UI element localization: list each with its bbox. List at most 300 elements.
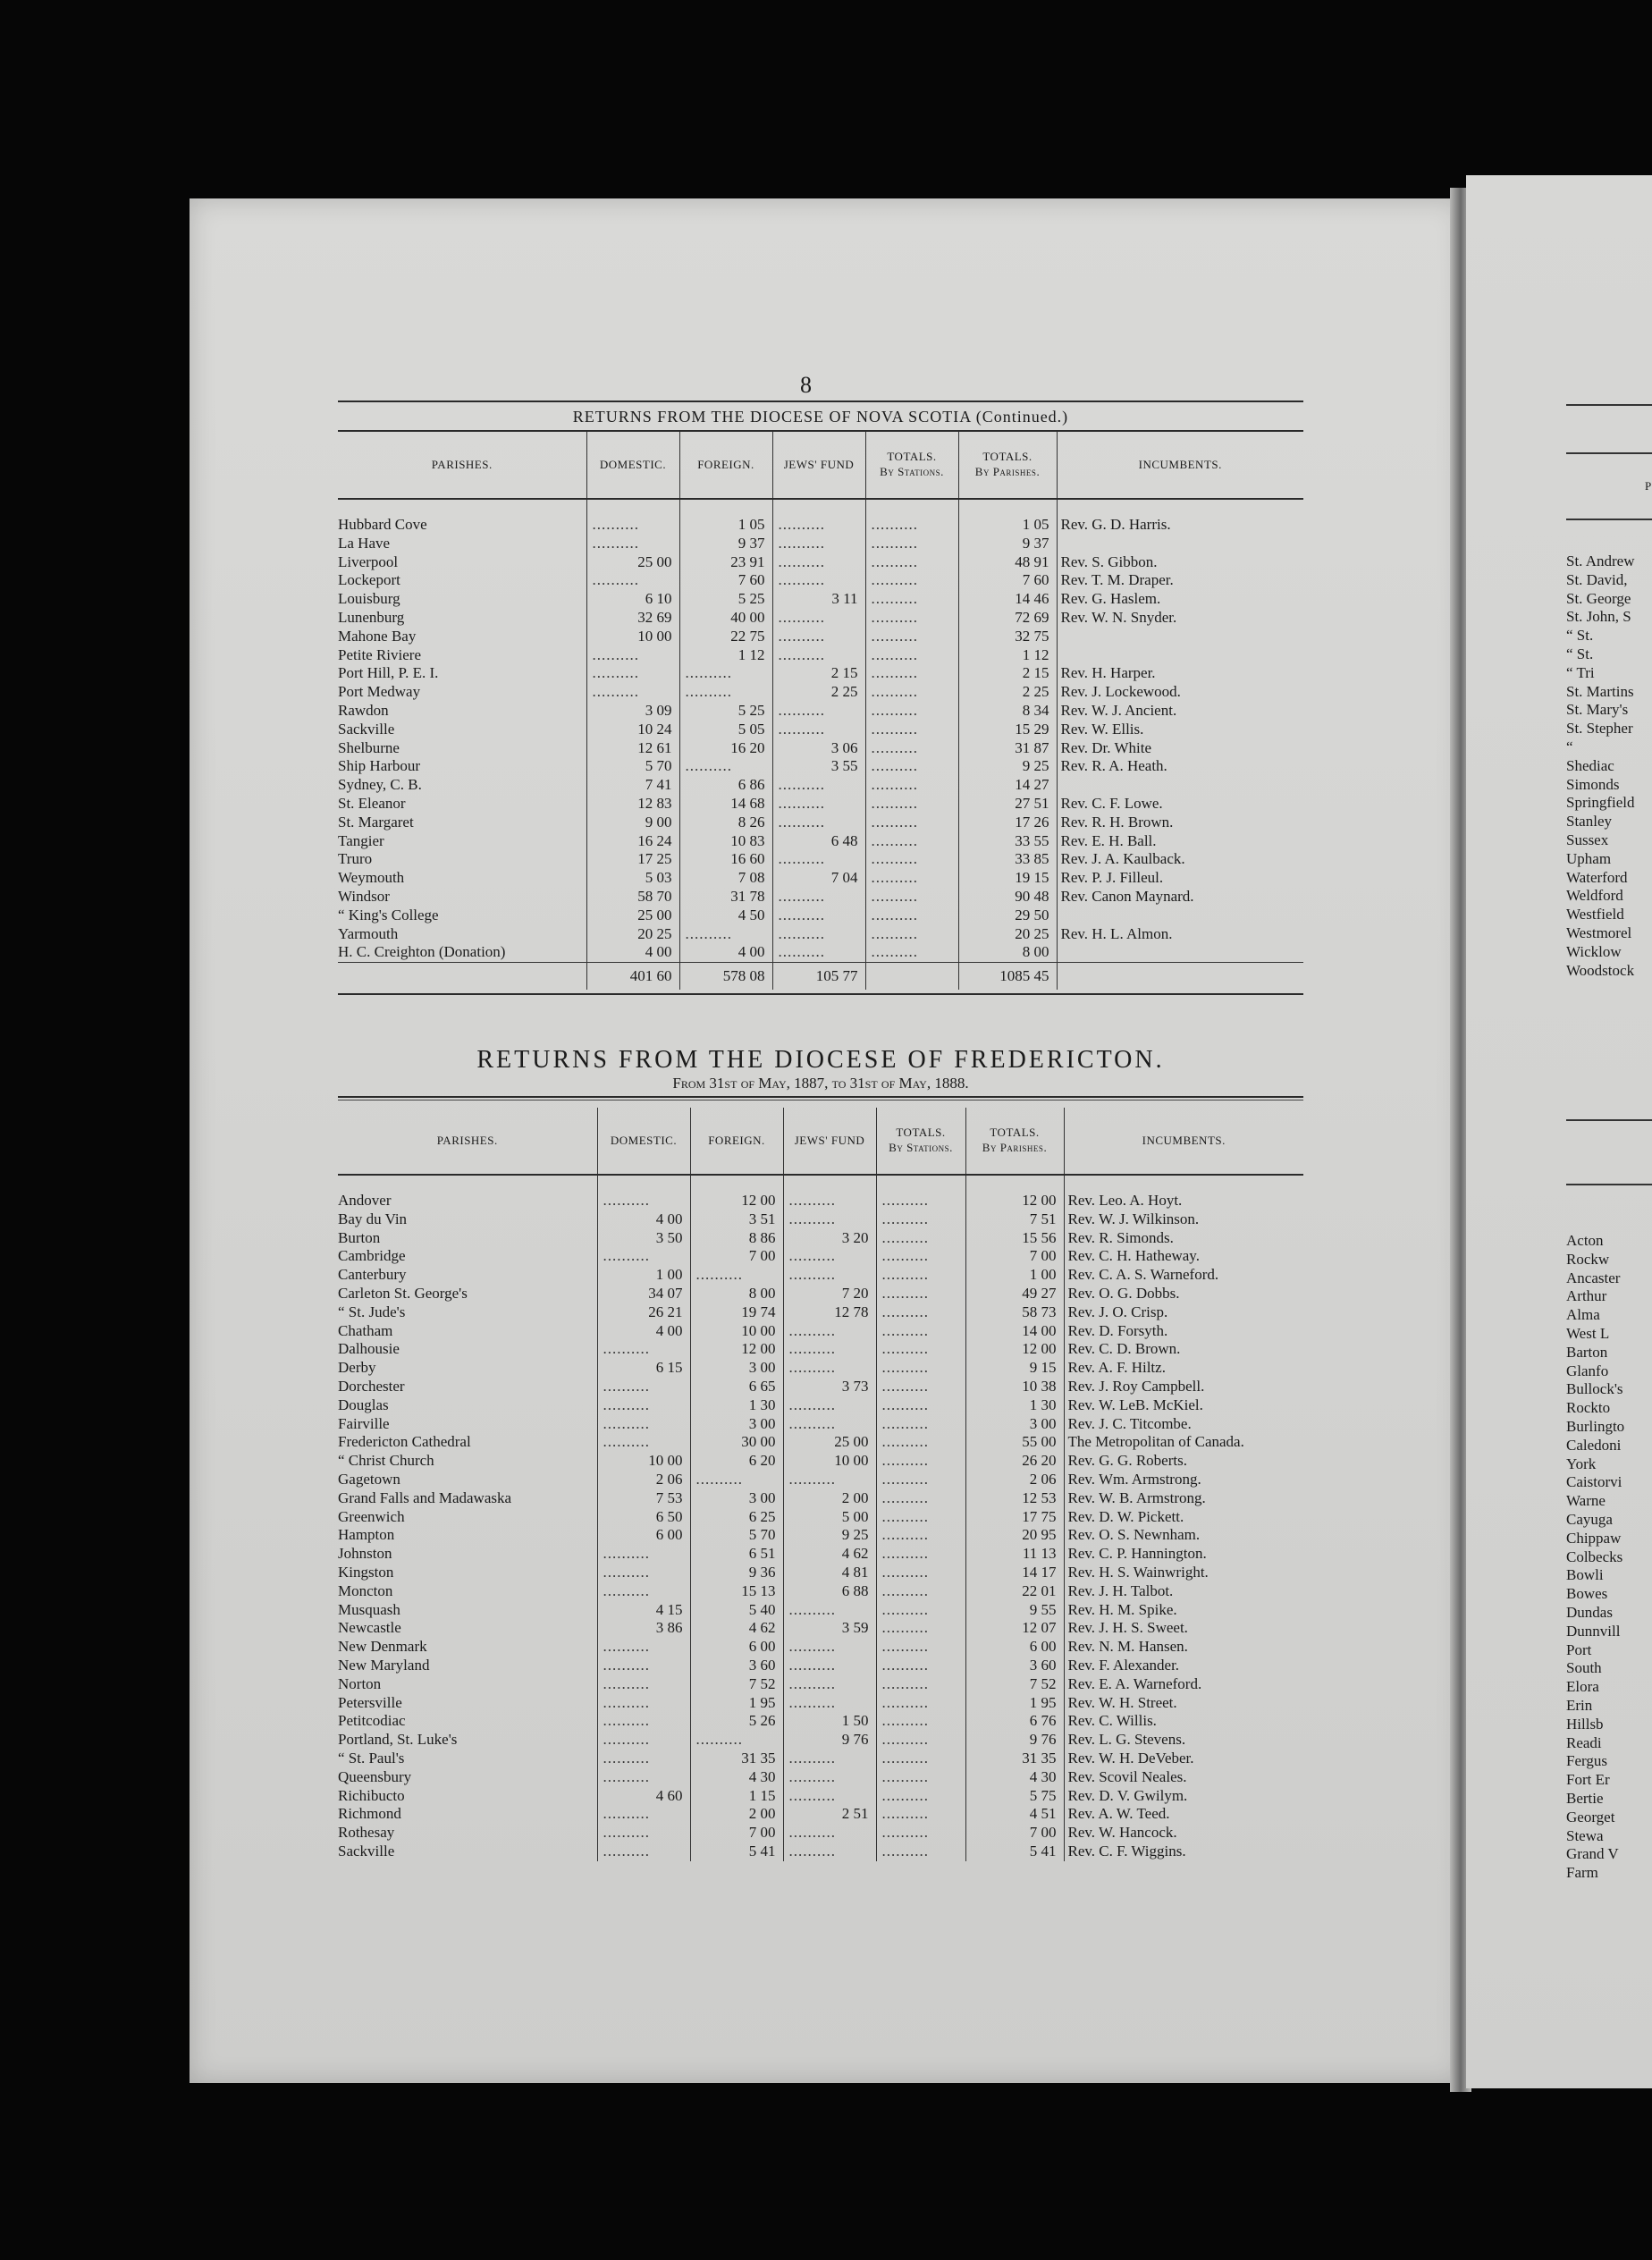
facing-list-item: Waterford [1566, 868, 1628, 886]
totals-stations-value: .......... [876, 1378, 965, 1396]
incumbent-name: Rev. C. F. Wiggins. [1064, 1843, 1303, 1861]
parish-name: “ St. Paul's [338, 1749, 405, 1767]
domestic-value: .......... [586, 535, 679, 553]
jews-fund-value: .......... [772, 571, 865, 590]
totals-parishes-value: 29 50 [958, 907, 1057, 925]
table-row [338, 1303, 1303, 1322]
domestic-value: .......... [597, 1564, 690, 1582]
incumbent-name: Rev. D. V. Gwilym. [1064, 1787, 1303, 1806]
jews-fund-value: .......... [783, 1247, 876, 1266]
parish-name: Sydney, C. B. [338, 776, 422, 794]
jews-fund-value: 7 04 [772, 869, 865, 888]
totals-stations-value: .......... [876, 1508, 965, 1527]
parish-name: Mahone Bay [338, 627, 417, 645]
jews-fund-value: .......... [772, 943, 865, 962]
facing-list-item: Westmorel [1566, 923, 1632, 941]
spacer-row [338, 1175, 1303, 1192]
table-row [338, 683, 1303, 702]
domestic-value: .......... [597, 1545, 690, 1564]
incumbent-name: Rev. A. W. Teed. [1064, 1805, 1303, 1824]
jews-fund-value: .......... [783, 1396, 876, 1415]
facing-list-item: Barton [1566, 1343, 1608, 1361]
totals-stations-value: .......... [876, 1359, 965, 1378]
totals-stations-value: .......... [876, 1564, 965, 1582]
domestic-value: .......... [597, 1824, 690, 1843]
table-row [338, 1378, 1303, 1396]
domestic-value: 2 06 [597, 1471, 690, 1489]
facing-list-item: Chippaw [1566, 1529, 1622, 1547]
facing-list-item: Dunnvill [1566, 1622, 1621, 1640]
incumbent-name: Rev. W. J. Ancient. [1057, 702, 1303, 721]
totals-parishes-value: 27 51 [958, 795, 1057, 814]
incumbent-name: Rev. S. Gibbon. [1057, 553, 1303, 572]
totals-parishes-value: 4 51 [965, 1805, 1064, 1824]
facing-list-item: Westfield [1566, 906, 1624, 923]
totals-stations-value: .......... [876, 1675, 965, 1694]
totals-stations-value: .......... [865, 925, 958, 944]
parish-name: Rothesay [338, 1824, 395, 1842]
incumbent-name: Rev. J. H. Talbot. [1064, 1582, 1303, 1601]
totals-stations-value: .......... [876, 1731, 965, 1750]
jews-fund-value: .......... [783, 1787, 876, 1806]
domestic-value: 25 00 [586, 553, 679, 572]
facing-list-item: Colbecks [1566, 1547, 1623, 1565]
totals-parishes-value: 32 75 [958, 628, 1057, 646]
parish-name: Windsor [338, 887, 390, 905]
totals-parishes-value: 15 29 [958, 721, 1057, 739]
foreign-value: 16 20 [679, 739, 772, 758]
col-foreign: FOREIGN. [679, 432, 772, 499]
foreign-value: 9 37 [679, 535, 772, 553]
col-totals-parishes [965, 1108, 1064, 1175]
facing-list-item: St. Martins [1566, 682, 1634, 700]
incumbent-name [1057, 776, 1303, 795]
domestic-value: .......... [586, 571, 679, 590]
jews-fund-value: .......... [783, 1192, 876, 1210]
foreign-value: 31 78 [679, 888, 772, 907]
table-row [338, 1359, 1303, 1378]
table-row [338, 1619, 1303, 1638]
totals-parishes-value: 31 35 [965, 1750, 1064, 1768]
totals-stations-value: .......... [865, 888, 958, 907]
facing-rule [1566, 519, 1652, 520]
totals-stations-value: .......... [876, 1489, 965, 1508]
facing-list-item: Springfield [1566, 794, 1635, 812]
domestic-value: .......... [597, 1657, 690, 1675]
table-row [338, 1229, 1303, 1248]
totals-parishes-value: 31 87 [958, 739, 1057, 758]
jews-fund-value: 4 81 [783, 1564, 876, 1582]
incumbent-name: Rev. J. C. Titcombe. [1064, 1415, 1303, 1434]
domestic-value: 16 24 [586, 832, 679, 851]
incumbent-name: Rev. Wm. Armstrong. [1064, 1471, 1303, 1489]
incumbent-name: Rev. W. Hancock. [1064, 1824, 1303, 1843]
table-row [338, 1731, 1303, 1750]
totals-stations-value: .......... [865, 907, 958, 925]
foreign-value: 12 00 [690, 1340, 783, 1359]
parish-name: Richmond [338, 1805, 401, 1823]
totals-stations-value: .......... [876, 1619, 965, 1638]
domestic-value: 5 70 [586, 757, 679, 776]
foreign-value: 1 05 [679, 516, 772, 535]
totals-stations-value: .......... [865, 869, 958, 888]
facing-list-item: Woodstock [1566, 961, 1635, 979]
totals-parishes-value: 49 27 [965, 1285, 1064, 1303]
domestic-value: 5 03 [586, 869, 679, 888]
parish-name: Portland, St. Luke's [338, 1731, 458, 1749]
domestic-value: .......... [597, 1415, 690, 1434]
incumbent-name: Rev. H. S. Wainwright. [1064, 1564, 1303, 1582]
table-row [338, 1787, 1303, 1806]
parish-name: Sackville [338, 1842, 395, 1859]
jews-fund-value: .......... [783, 1340, 876, 1359]
totals-stations-value: .......... [865, 739, 958, 758]
foreign-value: 9 36 [690, 1564, 783, 1582]
incumbent-name: Rev. J. Lockewood. [1057, 683, 1303, 702]
parish-name: Louisburg [338, 590, 400, 608]
parish-name: Rawdon [338, 701, 389, 719]
foreign-value: 3 51 [690, 1210, 783, 1229]
domestic-value: 4 00 [597, 1210, 690, 1229]
totals-parishes-value: 19 15 [958, 869, 1057, 888]
col-jews-fund: JEWS' FUND [772, 432, 865, 499]
table-row [338, 516, 1303, 535]
totals-stations-value: .......... [876, 1229, 965, 1248]
incumbent-name: Rev. Canon Maynard. [1057, 888, 1303, 907]
incumbent-name: Rev. L. G. Stevens. [1064, 1731, 1303, 1750]
totals-stations-value: .......... [865, 516, 958, 535]
domestic-value: 10 24 [586, 721, 679, 739]
table-row [338, 757, 1303, 776]
totals-stations-value: .......... [876, 1303, 965, 1322]
foreign-value: 3 60 [690, 1657, 783, 1675]
foreign-value: 6 20 [690, 1452, 783, 1471]
incumbent-name: Rev. J. H. S. Sweet. [1064, 1619, 1303, 1638]
col-sublabel: By Stations. [889, 1141, 953, 1154]
parish-name: H. C. Creighton (Donation) [338, 943, 506, 961]
jews-fund-value: 3 20 [783, 1229, 876, 1248]
facing-list-item: “ St. [1566, 645, 1594, 662]
totals-parishes-value: 1 05 [958, 516, 1057, 535]
table-row [338, 1824, 1303, 1843]
incumbent-name: Rev. C. F. Lowe. [1057, 795, 1303, 814]
table-row [338, 1805, 1303, 1824]
facing-list-item: Farm [1566, 1864, 1598, 1882]
col-label: TOTALS. [982, 450, 1032, 464]
totals-parishes-value: 7 00 [965, 1247, 1064, 1266]
incumbent-name [1057, 628, 1303, 646]
totals-stations-value: .......... [876, 1805, 965, 1824]
jews-fund-value: .......... [783, 1694, 876, 1713]
totals-stations-value: .......... [876, 1415, 965, 1434]
table-row [338, 1266, 1303, 1285]
incumbent-name: Rev. W. LeB. McKiel. [1064, 1396, 1303, 1415]
total-parishes: 1085 45 [958, 963, 1057, 991]
facing-list-item: Glanfo [1566, 1362, 1609, 1379]
facing-list-item: Cayuga [1566, 1510, 1613, 1528]
totals-parishes-value: 17 75 [965, 1508, 1064, 1527]
foreign-value: 6 25 [690, 1508, 783, 1527]
incumbent-name [1057, 907, 1303, 925]
col-domestic: DOMESTIC. [597, 1108, 690, 1175]
totals-parishes-value: 4 30 [965, 1768, 1064, 1787]
parish-name: Chatham [338, 1321, 393, 1339]
parish-name: Canterbury [338, 1266, 407, 1284]
incumbent-name: Rev. R. A. Heath. [1057, 757, 1303, 776]
table-row [338, 1675, 1303, 1694]
facing-list-item: Caistorvi [1566, 1473, 1622, 1491]
foreign-value: .......... [690, 1731, 783, 1750]
facing-list-item: Alma [1566, 1306, 1600, 1324]
totals-stations-value: .......... [876, 1694, 965, 1713]
table-row [338, 664, 1303, 683]
domestic-value: 7 53 [597, 1489, 690, 1508]
totals-stations-value: .......... [865, 535, 958, 553]
facing-list-item: Simonds [1566, 775, 1620, 793]
table-row [338, 553, 1303, 572]
totals-stations-value: .......... [865, 832, 958, 851]
totals-parishes-value: 33 85 [958, 850, 1057, 869]
domestic-value: .......... [586, 683, 679, 702]
domestic-value: 4 00 [586, 943, 679, 962]
totals-stations-value: .......... [876, 1750, 965, 1768]
totals-parishes-value: 3 60 [965, 1657, 1064, 1675]
domestic-value: .......... [597, 1805, 690, 1824]
totals-parishes-value: 1 30 [965, 1396, 1064, 1415]
totals-parishes-value: 12 53 [965, 1489, 1064, 1508]
foreign-value: 7 00 [690, 1824, 783, 1843]
col-jews-fund: JEWS' FUND [783, 1108, 876, 1175]
domestic-value: 26 21 [597, 1303, 690, 1322]
col-domestic: DOMESTIC. [586, 432, 679, 499]
totals-parishes-value: 26 20 [965, 1452, 1064, 1471]
jews-fund-value: .......... [783, 1750, 876, 1768]
jews-fund-value: .......... [772, 721, 865, 739]
table-row [338, 1247, 1303, 1266]
table-row [338, 646, 1303, 665]
jews-fund-value: .......... [772, 925, 865, 944]
totals-stations-value: .......... [865, 646, 958, 665]
col-totals-parishes [958, 432, 1057, 499]
domestic-value: .......... [586, 664, 679, 683]
facing-list-item: West L [1566, 1324, 1610, 1342]
totals-parishes-value: 33 55 [958, 832, 1057, 851]
facing-rule [1566, 1184, 1652, 1185]
facing-list-item: Wicklow [1566, 942, 1622, 960]
totals-parishes-value: 12 00 [965, 1192, 1064, 1210]
totals-stations-value: .......... [876, 1545, 965, 1564]
parish-name: Petitcodiac [338, 1712, 406, 1730]
facing-list-item: Grand V [1566, 1845, 1619, 1863]
foreign-value: 1 95 [690, 1694, 783, 1713]
incumbent-name: Rev. O. G. Dobbs. [1064, 1285, 1303, 1303]
jews-fund-value: 9 76 [783, 1731, 876, 1750]
facing-list-item: “ Tri [1566, 663, 1595, 681]
col-parishes: PARISHES. [436, 1133, 498, 1147]
foreign-value: 4 30 [690, 1768, 783, 1787]
parish-name: Newcastle [338, 1619, 401, 1637]
domestic-value: .......... [597, 1694, 690, 1713]
totals-parishes-value: 6 76 [965, 1712, 1064, 1731]
foreign-value: 3 00 [690, 1489, 783, 1508]
parish-name: Fairville [338, 1414, 390, 1432]
foreign-value: 5 26 [690, 1712, 783, 1731]
incumbent-name: Rev. F. Alexander. [1064, 1657, 1303, 1675]
incumbent-name: Rev. C. A. S. Warneford. [1064, 1266, 1303, 1285]
foreign-value: 30 00 [690, 1433, 783, 1452]
jews-fund-value: .......... [772, 609, 865, 628]
table-row [338, 832, 1303, 851]
foreign-value: 5 25 [679, 702, 772, 721]
jews-fund-value: .......... [772, 907, 865, 925]
foreign-value: 8 00 [690, 1285, 783, 1303]
totals-parishes-value: 8 00 [958, 943, 1057, 962]
totals-stations-value: .......... [865, 814, 958, 832]
table-row [338, 776, 1303, 795]
parish-name: Cambridge [338, 1247, 406, 1265]
parish-name: Gagetown [338, 1470, 400, 1488]
parish-name: Hubbard Cove [338, 516, 427, 533]
domestic-value: .......... [597, 1731, 690, 1750]
table-row [338, 1638, 1303, 1657]
parish-name: Lunenburg [338, 608, 405, 626]
incumbent-name: Rev. W. H. DeVeber. [1064, 1750, 1303, 1768]
totals-stations-value: .......... [876, 1843, 965, 1861]
parish-name: New Maryland [338, 1656, 430, 1674]
parish-name: Liverpool [338, 552, 399, 570]
domestic-value: .......... [597, 1396, 690, 1415]
domestic-value: 1 00 [597, 1266, 690, 1285]
rule [338, 993, 1303, 995]
table-row [338, 535, 1303, 553]
table-row [338, 1657, 1303, 1675]
jews-fund-value: 2 25 [772, 683, 865, 702]
fredericton-title: RETURNS FROM THE DIOCESE OF FREDERICTON. [476, 1046, 1165, 1074]
incumbent-name: Rev. W. H. Street. [1064, 1694, 1303, 1713]
parish-name: Fredericton Cathedral [338, 1433, 471, 1451]
domestic-value: 4 00 [597, 1322, 690, 1341]
foreign-value: 14 68 [679, 795, 772, 814]
domestic-value: .......... [597, 1843, 690, 1861]
foreign-value: .......... [679, 757, 772, 776]
table-row [338, 1210, 1303, 1229]
facing-list-item: Caledoni [1566, 1436, 1622, 1454]
totals-stations-value: .......... [876, 1433, 965, 1452]
incumbent-name: Rev. A. F. Hiltz. [1064, 1359, 1303, 1378]
table-row [338, 1601, 1303, 1620]
totals-stations-value: .......... [876, 1657, 965, 1675]
jews-fund-value: .......... [783, 1415, 876, 1434]
parish-name: Moncton [338, 1581, 393, 1599]
facing-list-item: St. Mary's [1566, 701, 1629, 719]
totals-stations-value: .......... [865, 571, 958, 590]
totals-parishes-value: 14 46 [958, 590, 1057, 609]
domestic-value: .......... [597, 1378, 690, 1396]
jews-fund-value: 3 11 [772, 590, 865, 609]
facing-list-bottom [1566, 1232, 1652, 1883]
total-domestic: 401 60 [586, 963, 679, 991]
jews-fund-value: .......... [783, 1266, 876, 1285]
facing-list-item: Stanley [1566, 813, 1612, 831]
jews-fund-value: 9 25 [783, 1526, 876, 1545]
incumbent-name: Rev. G. Haslem. [1057, 590, 1303, 609]
totals-parishes-value: 10 38 [965, 1378, 1064, 1396]
incumbent-name: Rev. W. Ellis. [1057, 721, 1303, 739]
totals-stations-value: .......... [865, 628, 958, 646]
facing-list-item: Sussex [1566, 831, 1609, 848]
facing-list-item: York [1566, 1455, 1597, 1472]
totals-stations-value: .......... [865, 776, 958, 795]
jews-fund-value: .......... [772, 776, 865, 795]
parish-name: Ship Harbour [338, 757, 421, 775]
jews-fund-value: 25 00 [783, 1433, 876, 1452]
table-row [338, 1582, 1303, 1601]
parish-name: New Denmark [338, 1638, 427, 1656]
foreign-value: 23 91 [679, 553, 772, 572]
table-row [338, 590, 1303, 609]
facing-list-item: Fort Er [1566, 1771, 1610, 1789]
incumbent-name: Rev. D. Forsyth. [1064, 1322, 1303, 1341]
parish-name: Dalhousie [338, 1340, 400, 1358]
parish-name: St. Eleanor [338, 794, 406, 812]
jews-fund-value: 3 73 [783, 1378, 876, 1396]
facing-list-item: Stewa [1566, 1826, 1604, 1844]
parish-name: “ Christ Church [338, 1452, 434, 1470]
incumbent-name: Rev. C. H. Hatheway. [1064, 1247, 1303, 1266]
col-foreign: FOREIGN. [690, 1108, 783, 1175]
col-label: TOTALS. [887, 450, 937, 464]
parish-name: Petite Riviere [338, 645, 422, 663]
foreign-value: 3 00 [690, 1359, 783, 1378]
foreign-value: 7 08 [679, 869, 772, 888]
jews-fund-value: 1 50 [783, 1712, 876, 1731]
totals-stations-value: .......... [865, 721, 958, 739]
incumbent-name: Rev. C. Willis. [1064, 1712, 1303, 1731]
jews-fund-value: .......... [772, 702, 865, 721]
facing-list-item: Bullock's [1566, 1380, 1623, 1398]
parish-name: Dorchester [338, 1377, 405, 1395]
facing-list-item: Hillsb [1566, 1715, 1604, 1733]
table-row [338, 869, 1303, 888]
domestic-value: .......... [586, 646, 679, 665]
totals-parishes-value: 58 73 [965, 1303, 1064, 1322]
parish-name: Andover [338, 1192, 392, 1209]
col-sublabel: By Parishes. [974, 465, 1041, 478]
facing-list-item: Ancaster [1566, 1269, 1621, 1286]
totals-row [338, 963, 1303, 991]
totals-parishes-value: 8 34 [958, 702, 1057, 721]
table-row [338, 1433, 1303, 1452]
table-row [338, 571, 1303, 590]
totals-parishes-value: 2 06 [965, 1471, 1064, 1489]
foreign-value: 10 83 [679, 832, 772, 851]
foreign-value: 4 00 [679, 943, 772, 962]
domestic-value: 25 00 [586, 907, 679, 925]
foreign-value: 5 05 [679, 721, 772, 739]
incumbent-name: Rev. R. H. Brown. [1057, 814, 1303, 832]
foreign-value: .......... [679, 925, 772, 944]
foreign-value: 4 50 [679, 907, 772, 925]
domestic-value: .......... [597, 1433, 690, 1452]
totals-parishes-value: 7 52 [965, 1675, 1064, 1694]
incumbent-name: Rev. Scovil Neales. [1064, 1768, 1303, 1787]
parish-name: Derby [338, 1359, 376, 1377]
facing-rule [1566, 404, 1652, 406]
total-stations [865, 963, 958, 991]
totals-stations-value: .......... [876, 1247, 965, 1266]
jews-fund-value: 2 15 [772, 664, 865, 683]
jews-fund-value: 2 00 [783, 1489, 876, 1508]
